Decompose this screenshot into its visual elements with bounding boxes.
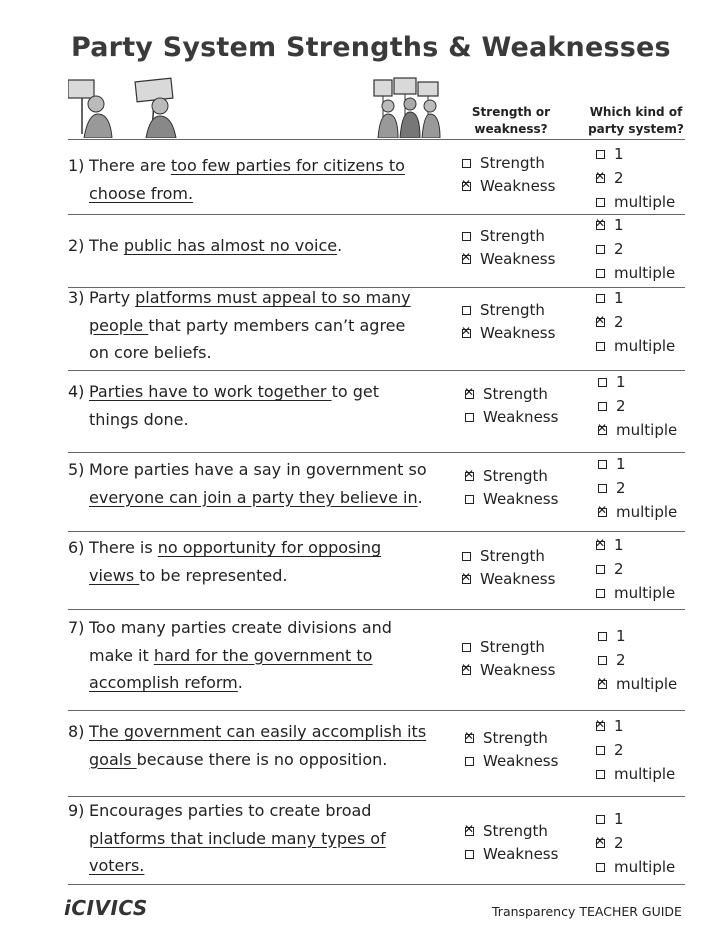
- checkbox-icon[interactable]: [462, 306, 471, 315]
- weakness-label: Weakness: [483, 752, 559, 770]
- statement-text: on core beliefs.: [89, 343, 212, 362]
- kind-option-one[interactable]: [598, 370, 677, 394]
- checkbox-icon[interactable]: [598, 632, 607, 641]
- underlined-phrase: choose from.: [89, 183, 194, 203]
- checkbox-icon[interactable]: [596, 269, 605, 278]
- statement-line: [68, 378, 379, 406]
- kind-label-two: 2: [614, 313, 624, 331]
- strength-label: Strength: [480, 154, 545, 172]
- checkbox-icon[interactable]: [598, 402, 607, 411]
- kind-label-multiple: multiple: [614, 765, 676, 783]
- strength-weakness-options: [462, 152, 555, 198]
- kind-label-two: 2: [616, 479, 626, 497]
- weakness-option[interactable]: [465, 843, 558, 866]
- checkbox-icon[interactable]: [596, 746, 605, 755]
- weakness-label: Weakness: [480, 661, 556, 679]
- statement-text: Party: [89, 288, 136, 307]
- kind-option-two[interactable]: [596, 738, 675, 762]
- checkbox-icon[interactable]: [598, 656, 607, 665]
- statement-number: 7): [68, 618, 85, 637]
- statement-line: [68, 746, 426, 774]
- statement-number: 6): [68, 538, 85, 557]
- strength-weakness-options: [462, 636, 555, 682]
- checkbox-icon[interactable]: [465, 850, 474, 859]
- statement-line: [68, 232, 342, 260]
- underlined-phrase: accomplish reform: [89, 673, 238, 692]
- statement-text: make it: [89, 645, 154, 665]
- kind-option-two[interactable]: [598, 648, 677, 672]
- checkbox-icon[interactable]: [465, 757, 474, 766]
- party-system-kind-header: [585, 104, 687, 138]
- underlined-phrase: goals: [89, 749, 137, 769]
- party-system-options: [598, 624, 677, 696]
- strength-label: Strength: [483, 822, 548, 840]
- statement-text: things done.: [89, 409, 189, 429]
- weakness-option[interactable]: [462, 568, 555, 591]
- checkbox-icon[interactable]: [596, 722, 605, 731]
- party-system-options: [596, 533, 675, 605]
- row-divider: [68, 609, 685, 610]
- statement-text: The: [89, 236, 124, 255]
- statement-text: There is: [89, 538, 158, 557]
- weakness-label: Weakness: [483, 408, 559, 426]
- statement-line: [68, 642, 392, 670]
- underlined-phrase: too few parties for citizens to: [170, 156, 405, 175]
- checkbox-icon[interactable]: [596, 863, 605, 872]
- kind-option-multiple[interactable]: [596, 190, 675, 214]
- kind-option-multiple[interactable]: [596, 261, 675, 285]
- statement-line: [68, 456, 427, 484]
- statement-3: [68, 284, 411, 367]
- row-divider: [68, 884, 685, 885]
- kind-label-multiple: multiple: [614, 264, 676, 282]
- checkbox-icon[interactable]: [465, 472, 474, 481]
- checkbox-icon[interactable]: [462, 643, 471, 652]
- party-system-options: [598, 452, 677, 524]
- statement-text: to get: [331, 382, 379, 401]
- weakness-label: Weakness: [480, 250, 556, 268]
- kind-option-one[interactable]: [596, 714, 675, 738]
- kind-label-two: 2: [616, 397, 626, 415]
- statement-line: [68, 534, 381, 562]
- checkbox-icon[interactable]: [596, 174, 605, 183]
- statement-5: [68, 456, 427, 511]
- kind-option-two[interactable]: [596, 310, 675, 334]
- kind-option-two[interactable]: [596, 831, 675, 855]
- kind-option-two[interactable]: [596, 557, 675, 581]
- strength-label: Strength: [480, 227, 545, 245]
- checkbox-icon[interactable]: [465, 390, 474, 399]
- statement-line: [68, 852, 386, 880]
- weakness-label: Weakness: [483, 490, 559, 508]
- checkbox-icon[interactable]: [465, 827, 474, 836]
- checkbox-icon[interactable]: [462, 666, 471, 675]
- kind-label-one: 1: [614, 216, 624, 234]
- strength-option[interactable]: [465, 383, 558, 406]
- weakness-option[interactable]: [462, 175, 555, 198]
- statement-8: [68, 718, 426, 773]
- checkbox-icon[interactable]: [596, 565, 605, 574]
- underlined-phrase: no opportunity for opposing: [157, 538, 382, 557]
- weakness-option[interactable]: [462, 248, 555, 271]
- strength-weakness-options: [462, 545, 555, 591]
- weakness-label: Weakness: [483, 845, 559, 863]
- statement-9: [68, 797, 386, 880]
- checkbox-icon[interactable]: [596, 198, 605, 207]
- kind-option-two[interactable]: [596, 237, 675, 261]
- kind-label-one: 1: [614, 536, 624, 554]
- statement-line: [68, 284, 411, 312]
- page-title: Party System Strengths & Weaknesses: [71, 32, 671, 63]
- statement-text: There are: [89, 156, 171, 175]
- kind-option-multiple[interactable]: [598, 672, 677, 696]
- strength-label: Strength: [480, 301, 545, 319]
- statement-text: that party members can’t agree: [148, 315, 406, 335]
- checkbox-icon[interactable]: [596, 245, 605, 254]
- weakness-option[interactable]: [465, 750, 558, 773]
- underlined-phrase: platforms that include many types of: [89, 828, 386, 848]
- strength-option[interactable]: [462, 545, 555, 568]
- statement-6: [68, 534, 381, 589]
- checkbox-icon[interactable]: [462, 182, 471, 191]
- row-divider: [68, 214, 685, 215]
- checkbox-icon[interactable]: [465, 413, 474, 422]
- strength-label: Strength: [483, 467, 548, 485]
- strength-label: Strength: [480, 547, 545, 565]
- row-divider: [68, 452, 685, 453]
- statement-text: to be represented.: [139, 565, 288, 585]
- party-system-options: [598, 370, 677, 442]
- strength-option[interactable]: [465, 820, 558, 843]
- strength-option[interactable]: [462, 636, 555, 659]
- kind-option-one[interactable]: [598, 624, 677, 648]
- checkbox-icon[interactable]: [462, 552, 471, 561]
- checkbox-icon[interactable]: [462, 575, 471, 584]
- kind-label-one: 1: [614, 289, 624, 307]
- statement-number: 5): [68, 460, 85, 479]
- strength-or-weakness-header: [463, 104, 559, 138]
- underlined-phrase: public has almost no voice: [123, 236, 338, 255]
- checkbox-icon[interactable]: [596, 770, 605, 779]
- kind-label-one: 1: [616, 455, 626, 473]
- row-divider: [68, 710, 685, 711]
- kind-option-one[interactable]: [596, 533, 675, 557]
- weakness-label: Weakness: [480, 570, 556, 588]
- checkbox-icon[interactable]: [596, 221, 605, 230]
- statement-2: [68, 232, 342, 260]
- underlined-phrase: people: [89, 315, 149, 335]
- statement-7: [68, 614, 392, 697]
- checkbox-icon[interactable]: [598, 378, 607, 387]
- kind-option-multiple[interactable]: [596, 762, 675, 786]
- kind-label-one: 1: [614, 717, 624, 735]
- underlined-phrase: voters.: [89, 856, 145, 875]
- kind-label-two: 2: [614, 169, 624, 187]
- checkbox-icon[interactable]: [596, 839, 605, 848]
- statement-line: [68, 562, 381, 590]
- strength-weakness-options: [465, 465, 558, 511]
- party-system-options: [596, 286, 675, 358]
- statement-text: .: [337, 236, 343, 255]
- strength-option[interactable]: [462, 299, 555, 322]
- underlined-phrase: everyone can join a party they believe in: [89, 487, 418, 507]
- statement-number: 9): [68, 801, 85, 820]
- statement-line: [68, 825, 386, 853]
- underlined-phrase: views: [89, 565, 140, 585]
- weakness-option[interactable]: [462, 322, 555, 345]
- weakness-option[interactable]: [465, 488, 558, 511]
- kind-option-two[interactable]: [596, 166, 675, 190]
- sign-holders-illustration-left: [68, 74, 198, 138]
- kind-label-one: 1: [614, 810, 624, 828]
- statement-text: Too many parties create divisions and: [89, 618, 392, 637]
- sw-header-line2: weakness?: [474, 122, 548, 136]
- checkbox-icon[interactable]: [462, 232, 471, 241]
- kind-label-multiple: multiple: [614, 337, 676, 355]
- kind-header-line2: party system?: [588, 122, 684, 136]
- strength-weakness-options: [465, 727, 558, 773]
- checkbox-icon[interactable]: [598, 460, 607, 469]
- party-system-options: [596, 142, 675, 214]
- checkbox-icon[interactable]: [462, 329, 471, 338]
- checkbox-icon[interactable]: [596, 815, 605, 824]
- row-divider: [68, 370, 685, 371]
- underlined-phrase: hard for the government to: [153, 645, 373, 665]
- strength-weakness-options: [462, 225, 555, 271]
- kind-label-multiple: multiple: [614, 858, 676, 876]
- statement-text: Encourages parties to create broad: [89, 801, 372, 820]
- strength-option[interactable]: [465, 465, 558, 488]
- kind-label-two: 2: [614, 240, 624, 258]
- kind-header-line1: Which kind of: [589, 105, 683, 119]
- strength-option[interactable]: [462, 225, 555, 248]
- kind-option-one[interactable]: [596, 142, 675, 166]
- statement-line: [68, 339, 411, 367]
- checkbox-icon[interactable]: [596, 294, 605, 303]
- kind-label-one: 1: [616, 627, 626, 645]
- statement-number: 3): [68, 288, 85, 307]
- row-divider: [68, 139, 685, 140]
- statement-line: [68, 484, 427, 512]
- statement-line: [68, 406, 379, 434]
- kind-label-multiple: multiple: [616, 503, 678, 521]
- checkbox-icon[interactable]: [598, 508, 607, 517]
- kind-option-multiple[interactable]: [596, 855, 675, 879]
- kind-option-one[interactable]: [596, 286, 675, 310]
- teacher-guide-label: Transparency TEACHER GUIDE: [492, 904, 682, 919]
- strength-weakness-options: [462, 299, 555, 345]
- icivics-logo: iCIVICS: [64, 896, 148, 920]
- kind-label-two: 2: [616, 651, 626, 669]
- weakness-option[interactable]: [465, 406, 558, 429]
- underlined-phrase: The government can easily accomplish its: [89, 722, 427, 741]
- kind-option-one[interactable]: [596, 213, 675, 237]
- checkbox-icon[interactable]: [596, 342, 605, 351]
- kind-option-multiple[interactable]: [596, 334, 675, 358]
- row-divider: [68, 531, 685, 532]
- party-system-options: [596, 213, 675, 285]
- strength-weakness-options: [465, 383, 558, 429]
- kind-label-one: 1: [616, 373, 626, 391]
- checkbox-icon[interactable]: [596, 318, 605, 327]
- statement-text: More parties have a say in government so: [89, 460, 427, 479]
- statement-1: [68, 152, 405, 207]
- checkbox-icon[interactable]: [598, 426, 607, 435]
- sign-holders-illustration-right: [372, 74, 442, 138]
- strength-option[interactable]: [462, 152, 555, 175]
- checkbox-icon[interactable]: [596, 541, 605, 550]
- kind-label-multiple: multiple: [614, 584, 676, 602]
- kind-option-one[interactable]: [596, 807, 675, 831]
- kind-label-multiple: multiple: [616, 421, 678, 439]
- weakness-label: Weakness: [480, 177, 556, 195]
- checkbox-icon[interactable]: [465, 495, 474, 504]
- statement-number: 8): [68, 722, 85, 741]
- statement-line: [68, 797, 386, 825]
- kind-option-multiple[interactable]: [598, 418, 677, 442]
- statement-line: [68, 614, 392, 642]
- strength-weakness-options: [465, 820, 558, 866]
- sw-header-line1: Strength or: [471, 105, 551, 119]
- weakness-label: Weakness: [480, 324, 556, 342]
- kind-label-two: 2: [614, 834, 624, 852]
- statement-line: [68, 718, 426, 746]
- statement-line: [68, 152, 405, 180]
- strength-option[interactable]: [465, 727, 558, 750]
- statement-line: [68, 180, 405, 208]
- statement-4: [68, 378, 379, 433]
- statement-line: [68, 312, 411, 340]
- kind-option-multiple[interactable]: [598, 500, 677, 524]
- checkbox-icon[interactable]: [465, 734, 474, 743]
- underlined-phrase: Parties have to work together: [89, 382, 332, 401]
- statement-number: 1): [68, 156, 85, 175]
- strength-label: Strength: [483, 729, 548, 747]
- statement-number: 2): [68, 236, 85, 255]
- checkbox-icon[interactable]: [462, 255, 471, 264]
- weakness-option[interactable]: [462, 659, 555, 682]
- party-system-options: [596, 807, 675, 879]
- checkbox-icon[interactable]: [598, 680, 607, 689]
- kind-label-multiple: multiple: [614, 193, 676, 211]
- checkbox-icon[interactable]: [596, 150, 605, 159]
- kind-label-two: 2: [614, 560, 624, 578]
- kind-label-multiple: multiple: [616, 675, 678, 693]
- checkbox-icon[interactable]: [598, 484, 607, 493]
- kind-option-two[interactable]: [598, 394, 677, 418]
- kind-option-one[interactable]: [598, 452, 677, 476]
- strength-label: Strength: [483, 385, 548, 403]
- statement-text: .: [417, 487, 423, 507]
- underlined-phrase: platforms must appeal to so many: [135, 288, 411, 307]
- kind-option-multiple[interactable]: [596, 581, 675, 605]
- kind-option-two[interactable]: [598, 476, 677, 500]
- checkbox-icon[interactable]: [462, 159, 471, 168]
- kind-label-two: 2: [614, 741, 624, 759]
- kind-label-one: 1: [614, 145, 624, 163]
- statement-text: .: [237, 673, 243, 692]
- party-system-options: [596, 714, 675, 786]
- strength-label: Strength: [480, 638, 545, 656]
- statement-text: because there is no opposition.: [136, 749, 388, 769]
- checkbox-icon[interactable]: [596, 589, 605, 598]
- statement-line: [68, 669, 392, 697]
- statement-number: 4): [68, 382, 85, 401]
